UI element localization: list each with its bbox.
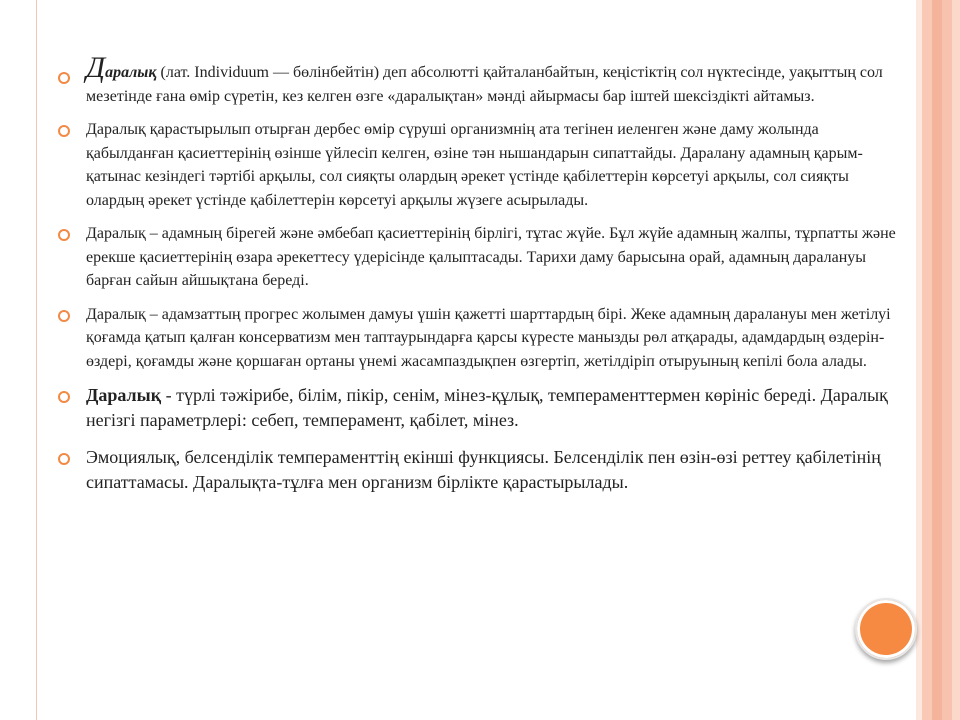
paragraph-3 [58,222,904,293]
paragraph-text: Даралық – адамзаттың прогрес жолымен дамуы үшін қажетті шарттардың бірі. Жеке адамның даралануы мен жетілуі қоғамда қатып қалған консерватизм мен таптаурындарға қарсы күресте манызды рөл атқарады, адамдардың өздерін-өздері, қоғамды және қоршаған ортаны үнемі жасампаздықпен өзгертіп, жетілдіріп отыруының кепілі бола алады. [86,305,891,370]
bullet-circle-icon [58,72,70,84]
bullet-circle-icon [58,391,70,403]
paragraph-6 [58,445,904,495]
dropcap-letter: Д [86,51,106,84]
paragraph-text: Эмоциялық, белсенділік темпераменттің екінші функциясы. Белсенділік пен өзін-өзі реттеу қабілетінің сипаттамасы. Даралықта-тұлға мен организм бірлікте қарастырылады. [86,447,881,492]
decorative-stripes [916,0,960,720]
paragraph-2 [58,118,904,212]
paragraph-1 [58,51,904,108]
paragraph-text: Даралық – адамның бірегей және әмбебап қасиеттерінің бірлігі, тұтас жүйе. Бұл жүйе адамның жалпы, тұрпатты және ерекше қасиеттерінің өзара әрекеттесу үдерісінде қалыптасады. Тарихи даму барысына орай, адамның даралануы барған сайын айшықтана береді. [86,225,896,289]
bullet-circle-icon [58,125,70,137]
paragraph-5 [58,383,904,433]
bullet-circle-icon [58,310,70,322]
paragraph-text: - түрлі тәжірибе, білім, пікір, сенім, мінез-құлық, темпераменттермен көрініс береді. Даралық негізгі параметрлері: себеп, темперамент, қабілет, мінез. [86,385,888,430]
paragraph-text: (лат. Individuum — бөлінбейтін) деп абсолютті қайталанбайтын, кеңістіктің сол нүктесінде, уақыттың сол мезетінде ғана өмір сүретін, кез келген өзге «даралықтан» мәнді айырмасы бар іштей шексіздікті айтамыз. [86,64,883,105]
slide-content [58,51,904,507]
lead-word: аралық [105,64,157,81]
bullet-circle-icon [58,453,70,465]
frame-line-left [36,0,37,720]
bullet-circle-icon [58,229,70,241]
orange-circle-decoration [855,598,917,660]
paragraph-4 [58,303,904,374]
paragraph-text: Даралық қарастырылып отырған дербес өмір сүруші организмнің ата тегінен иеленген және даму жолында қабылданған қасиеттерінің өзінше үйлесіп келген, өзіне тән нышандарын сипаттайды. Даралану адамның қарым-қатынас кезіндегі тәртібі арқылы, сол сияқты олардың әрекет үстінде қабілеттерін көрсетуі арқылы, сол сияқты олардың әрекет үстінде қабілеттерін көрсетуі арқылы жүзеге асырылады. [86,121,863,209]
lead-word: Даралық [86,385,162,405]
